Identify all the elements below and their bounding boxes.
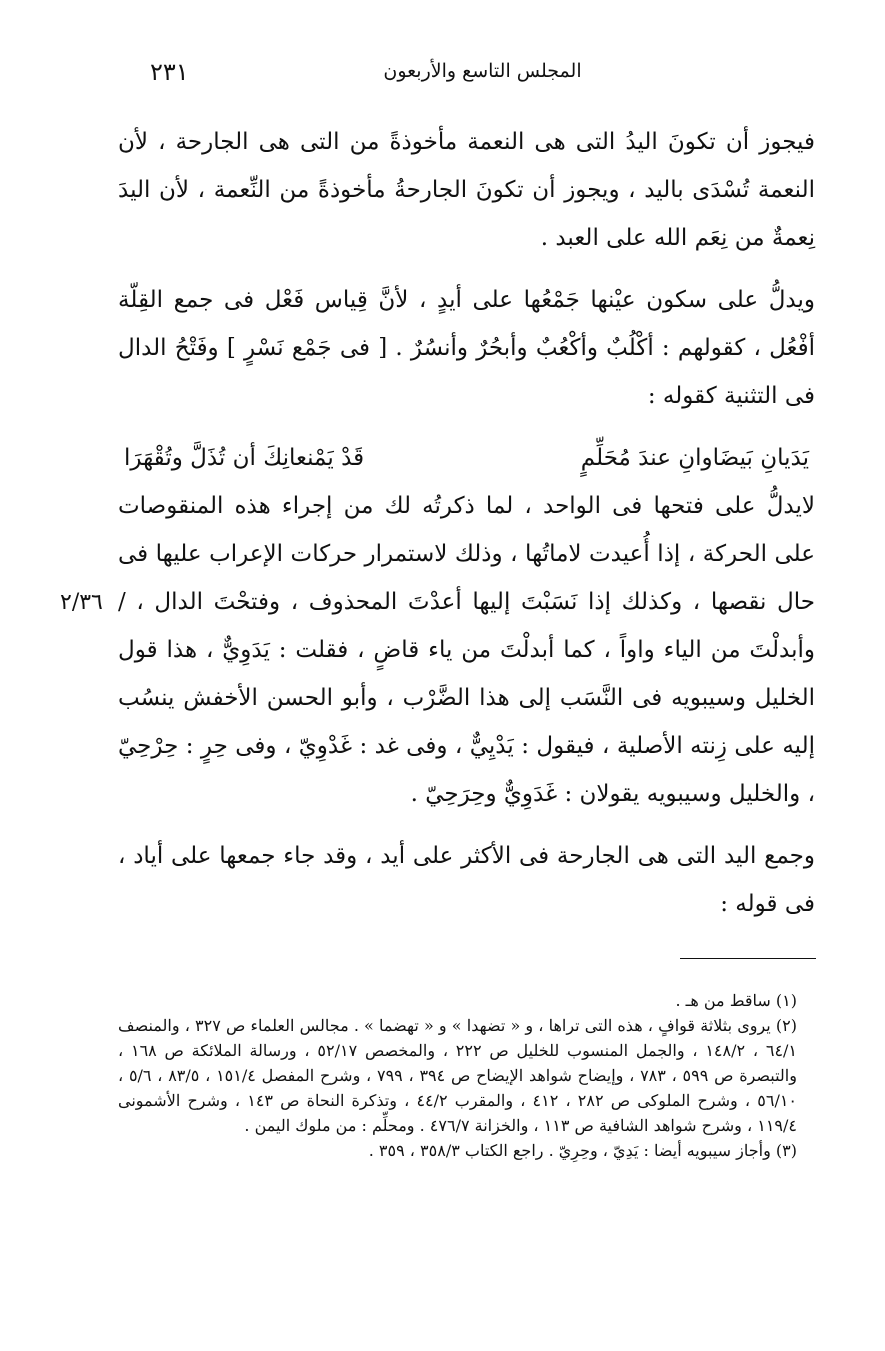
footnotes [118, 988, 815, 1163]
paragraph-3: لايدلُّ على فتحها فى الواحد ، لما ذكرتُه لك من إجراء هذه المنقوصات على الحركة ، إذا أُعيدت لاماتُها ، وذلك لاستمرار حركات الإعراب عليها فى حال نقصها ، وكذلك إذا نَسَبْتَ إليها أعدْتَ المحذوف ، وفتحْتَ الدال ، / وأبدلْتَ من الياء واواً ، كما أبدلْتَ من ياء قاضٍ ، فقلت : يَدَوِيٌّ ، هذا قول الخليل وسيبويه فى النَّسَب إلى هذا الضَّرْب ، وأبو الحسن الأخفش ينسُب إليه على زِنته الأصلية ، فيقول : يَدْيِيٌّ ، وفى غد : غَدْوِيّ ، وفى حِرٍ : حِرْحِيّ ، والخليل وسيبويه يقولان : غَدَوِيٌّ وحِرَحِيّ . [118, 493, 815, 807]
footnote-3: (٣) وأجاز سيبويه أيضا : يَدِيّ ، وحِرِيّ . راجع الكتاب ٣٥٨/٣ ، ٣٥٩ . [368, 1141, 797, 1160]
verse-second-hemistich: قَدْ يَمْنعانِكَ أن تُذَلَّ وتُقْهَرَا [124, 445, 365, 471]
footnote-1: (١) ساقط من هـ . [675, 991, 797, 1010]
paragraph-1: فيجوز أن تكونَ اليدُ التى هى النعمة مأخوذةً من التى هى الجارحة ، لأن النعمة تُسْدَى باليد ، ويجوز أن تكونَ الجارحةُ مأخوذةً من النِّعمة ، لأن اليدَ نِعمةٌ من نِعَم الله على العبد . [118, 129, 815, 251]
footnote-divider [680, 958, 816, 959]
footnote-2: (٢) يروى بثلاثة قوافٍ ، هذه التى تراها ، و « تضهدا » و « تهضما » . مجالس العلماء ص ٣٢٧ ، والمنصف ٦٤/١ ، ١٤٨/٢ ، والجمل المنسوب للخليل ص ٢٢٢ ، والمخصص ٥٢/١٧ ، ورسالة الملائكة ص ١٦٨ ، والتبصرة ص ٥٩٩ ، ٧٨٣ ، وإيضاح شواهد الإيضاح ص ٣٩٤ ، ٧٩٩ ، وشرح المفصل ١٥١/٤ ، ٨٣/٥ ، ٥/٦ ، ٥٦/١٠ ، وشرح الملوكى ص ٢٨٢ ، ٤١٢ ، والمقرب ٤٤/٢ ، وتذكرة النحاة ص ١٤٣ ، وشرح الأشمونى ١١٩/٤ ، وشرح شواهد الشافية ص ١١٣ ، والخزانة ٤٧٦/٧ . ومحلِّم : من ملوك اليمن . [118, 1016, 798, 1135]
poetry-verse [118, 434, 815, 482]
margin-reference: ٢/٣٦ [60, 590, 103, 615]
running-header [150, 58, 815, 88]
page-number: ٢٣١ [150, 58, 189, 86]
verse-first-hemistich: يَدَيانِ بَيضَاوانِ عندَ مُحَلِّمٍ [580, 445, 809, 471]
chapter-title: المجلس التاسع والأربعون [383, 60, 582, 82]
paragraph-4: وجمع اليد التى هى الجارحة فى الأكثر على أيد ، وقد جاء جمعها على أياد ، فى قوله : [118, 843, 815, 917]
paragraph-2: ويدلُّ على سكون عيْنها جَمْعُها على أيدٍ ، لأنَّ قِياس فَعْل فى جمع القِلّة أفْعُل ، كقولهم : أكْلُبٌ وأكْعُبٌ وأبحُرٌ وأنسُرٌ . [ فى جَمْع نَسْرٍ ] وفَتْحُ الدال فى التثنية كقوله : [118, 287, 815, 409]
main-text [118, 118, 815, 928]
